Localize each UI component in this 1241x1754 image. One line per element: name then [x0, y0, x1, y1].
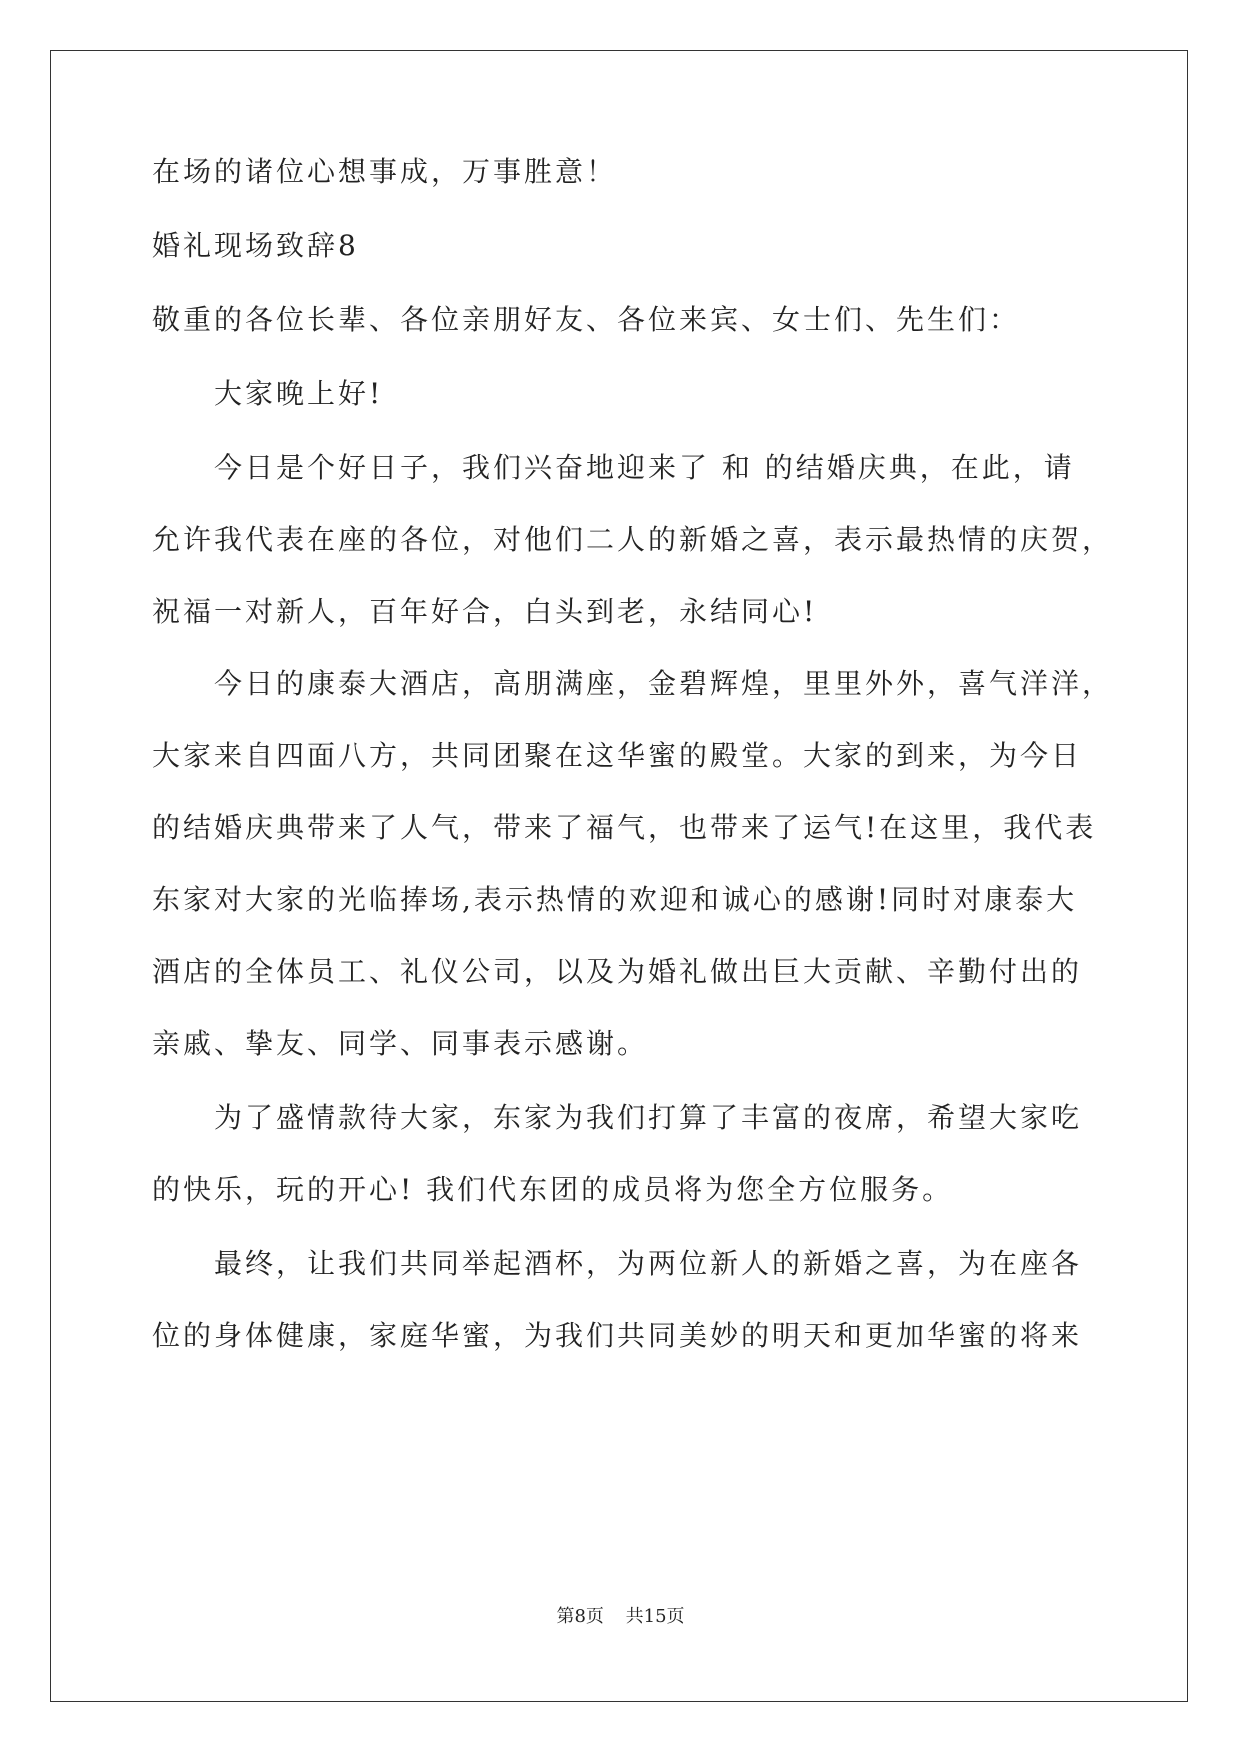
page-number: 第8页 [556, 1606, 604, 1627]
text-line-16: 最终，让我们共同举起酒杯，为两位新人的新婚之喜，为在座各 [214, 1247, 1083, 1280]
section-heading: 婚礼现场致辞8 [152, 229, 359, 262]
text-line-6: 允许我代表在座的各位，对他们二人的新婚之喜，表示最热情的庆贺， [152, 523, 1114, 556]
text-line-15: 的快乐，玩的开心! 我们代东团的成员将为您全方位服务。 [152, 1173, 954, 1206]
text-line-13: 亲戚、挚友、同学、同事表示感谢。 [152, 1027, 649, 1060]
text-line-17: 位的身体健康，家庭华蜜，为我们共同美妙的明天和更加华蜜的将来 [152, 1319, 1083, 1352]
text-line-10: 的结婚庆典带来了人气，带来了福气，也带来了运气!在这里，我代表 [152, 811, 1097, 844]
text-line-9: 大家来自四面八方，共同团聚在这华蜜的殿堂。大家的到来，为今日 [152, 739, 1083, 772]
greeting: 大家晚上好! [214, 377, 384, 410]
page-total: 共15页 [625, 1606, 685, 1627]
text-line-11: 东家对大家的光临捧场,表示热情的欢迎和诚心的感谢!同时对康泰大 [152, 883, 1078, 916]
text-line-5: 今日是个好日子，我们兴奋地迎来了 和 的结婚庆典，在此，请 [214, 451, 1075, 484]
page-border [50, 50, 1188, 1702]
text-line-14: 为了盛情款待大家，东家为我们打算了丰富的夜席，希望大家吃 [214, 1101, 1083, 1134]
text-line-7: 祝福一对新人，百年好合，白头到老，永结同心! [152, 595, 818, 628]
page-footer [0, 1605, 1241, 1629]
salutation: 敬重的各位长辈、各位亲朋好友、各位来宾、女士们、先生们： [152, 303, 1021, 336]
text-line-1: 在场的诸位心想事成，万事胜意！ [152, 155, 618, 188]
text-line-8: 今日的康泰大酒店，高朋满座，金碧辉煌，里里外外，喜气洋洋， [214, 667, 1114, 700]
text-line-12: 酒店的全体员工、礼仪公司，以及为婚礼做出巨大贡献、辛勤付出的 [152, 955, 1083, 988]
